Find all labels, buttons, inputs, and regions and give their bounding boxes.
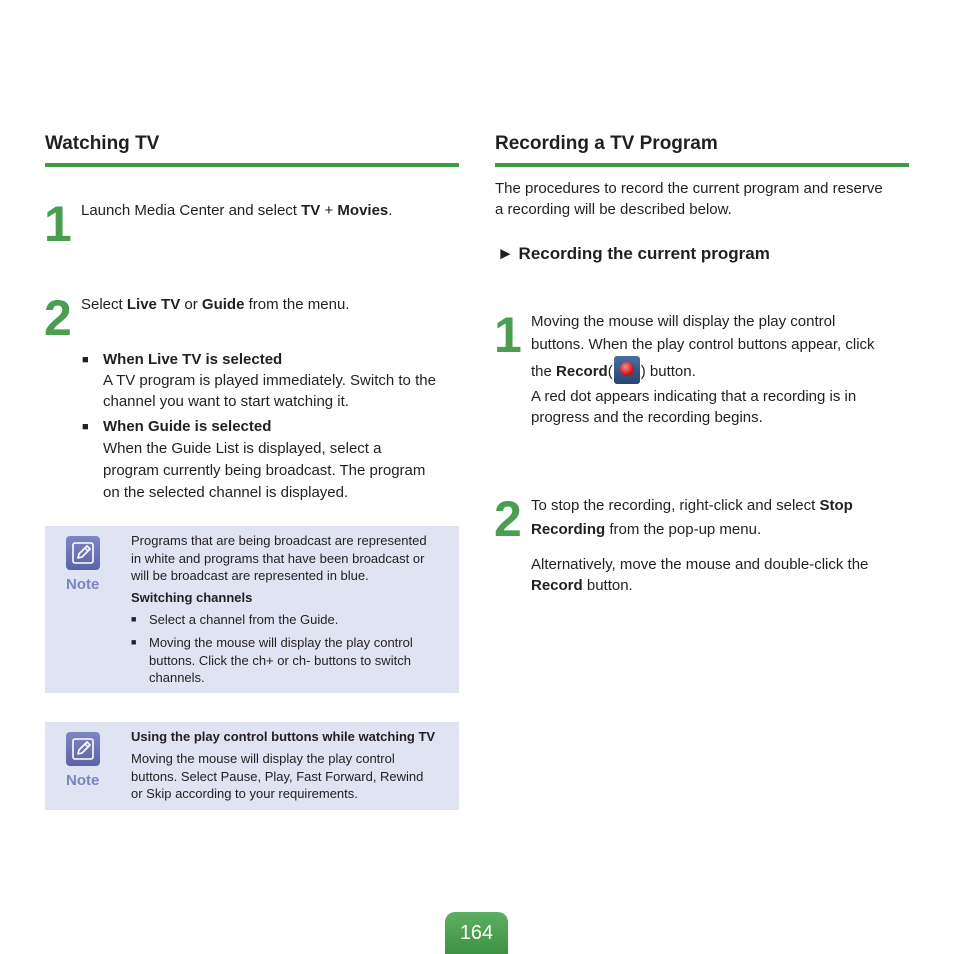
note-line: Select a channel from the Guide.: [149, 612, 339, 627]
bold-stop: Stop: [819, 497, 853, 514]
step-line: [531, 363, 696, 380]
section-rule: [495, 163, 909, 167]
text-run: from the pop-up menu.: [605, 521, 762, 538]
bold-record: Record: [531, 577, 583, 594]
step-number: 2: [44, 290, 70, 346]
bold-recording: Recording: [531, 521, 606, 538]
text-run: Select: [81, 296, 127, 313]
bullet-marker: ■: [131, 614, 137, 624]
note-line: or Skip according to your requirements.: [131, 786, 358, 801]
bullet-marker: ■: [82, 421, 89, 433]
note-label: Note: [66, 576, 100, 593]
note-line: will be broadcast are represented in blue.: [131, 568, 369, 583]
note-line: Programs that are being broadcast are represented: [131, 533, 427, 548]
bullet-marker: ■: [131, 637, 137, 647]
note-body: [131, 532, 451, 585]
bold-record: Record: [556, 363, 608, 380]
bold-tv: TV: [301, 202, 321, 219]
step-text: [531, 494, 853, 542]
note-list-item: [131, 634, 451, 687]
step-text: [531, 386, 856, 428]
note-line: channels.: [149, 670, 205, 685]
step-number: 1: [494, 307, 520, 363]
step-line: progress and the recording begins.: [531, 409, 763, 426]
section-rule: [45, 163, 459, 167]
section-title-recording: Recording a TV Program: [495, 133, 718, 154]
text-run: or: [180, 296, 202, 313]
text-run: the: [531, 363, 557, 380]
note-line: Moving the mouse will display the play control: [149, 635, 413, 650]
note-box: [45, 722, 459, 810]
text-run: (: [607, 363, 613, 380]
page-number: 164: [445, 912, 508, 954]
intro-paragraph: [495, 178, 883, 220]
note-body: [131, 750, 451, 803]
note-line: Moving the mouse will display the play control: [131, 751, 395, 766]
bullet-line: program currently being broadcast. The program: [103, 462, 426, 479]
step-line: buttons. When the play control buttons appear, click: [531, 336, 875, 353]
text-run: To stop the recording, right-click and select: [531, 497, 820, 514]
intro-line: The procedures to record the current program and reserve: [495, 180, 883, 197]
step-number: 1: [44, 196, 70, 252]
note-pencil-icon: [66, 732, 100, 766]
step-line: Alternatively, move the mouse and double-click the: [531, 556, 869, 573]
note-line: buttons. Select Pause, Play, Fast Forward, Rewind: [131, 768, 424, 784]
step-text: [81, 200, 392, 221]
section-title-watching-tv: Watching TV: [45, 133, 160, 154]
bullet-line: A TV program is played immediately. Switch to the: [103, 372, 436, 389]
text-run: +: [320, 202, 338, 219]
step-text: [531, 310, 875, 388]
note-line: in white and programs that have been broadcast or: [131, 550, 425, 566]
bold-live-tv: Live TV: [126, 296, 181, 313]
bold-movies: Movies: [337, 202, 389, 219]
text-run: button.: [582, 577, 633, 594]
note-list-item: [131, 611, 451, 629]
text-run: from the menu.: [244, 296, 350, 313]
bullet-marker: ■: [82, 354, 89, 366]
note-line: buttons. Click the ch+ or ch- buttons to switch: [149, 652, 411, 668]
bullet-line: When the Guide List is displayed, select a: [103, 440, 382, 457]
text-run: .: [388, 202, 393, 219]
text-run: Launch Media Center and select: [81, 202, 302, 219]
text-run: ) button.: [640, 363, 696, 380]
bullet-block: [103, 416, 425, 504]
note-label: Note: [66, 772, 100, 789]
subheading: ► Recording the current program: [497, 244, 770, 263]
note-box: [45, 526, 459, 693]
step-text: [531, 554, 868, 596]
note-subhead: Switching channels: [131, 590, 253, 605]
step-line: Moving the mouse will display the play control: [531, 313, 836, 330]
step-number: 2: [494, 491, 520, 547]
bullet-heading: When Guide is selected: [103, 418, 272, 435]
record-button-icon: [614, 356, 640, 384]
bullet-line: on the selected channel is displayed.: [103, 484, 349, 501]
bullet-block: [103, 349, 436, 412]
intro-line: a recording will be described below.: [495, 201, 732, 218]
bullet-heading: When Live TV is selected: [103, 351, 283, 368]
step-text: [81, 294, 349, 315]
bold-guide: Guide: [201, 296, 245, 313]
note-subhead: Using the play control buttons while watching TV: [131, 729, 436, 744]
note-pencil-icon: [66, 536, 100, 570]
bullet-line: channel you want to start watching it.: [103, 393, 349, 410]
step-line: A red dot appears indicating that a recording is in: [531, 388, 857, 405]
